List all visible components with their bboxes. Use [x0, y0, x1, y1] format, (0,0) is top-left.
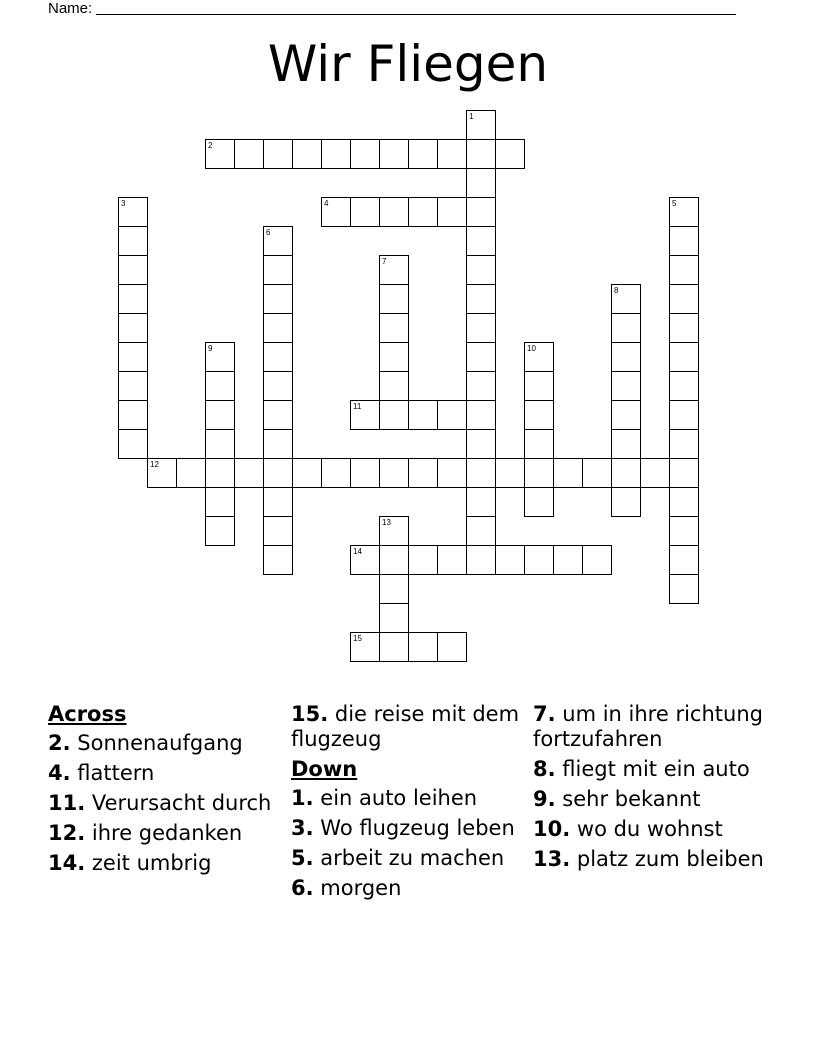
grid-cell[interactable]	[350, 545, 380, 575]
grid-cell[interactable]	[379, 371, 409, 401]
clue-number: 4	[324, 199, 329, 208]
clue-number: 5	[672, 199, 677, 208]
grid-cell[interactable]	[524, 371, 554, 401]
grid-cell[interactable]	[611, 284, 641, 314]
grid-cell[interactable]	[524, 487, 554, 517]
grid-cell[interactable]	[408, 197, 438, 227]
clue-down-10: 10. wo du wohnst	[533, 817, 723, 841]
grid-cell[interactable]	[669, 487, 699, 517]
grid-cell[interactable]	[669, 284, 699, 314]
grid-cell[interactable]	[234, 458, 264, 488]
grid-cell[interactable]	[321, 139, 351, 169]
grid-cell[interactable]	[408, 632, 438, 662]
clues-column-1	[48, 702, 278, 881]
grid-cell[interactable]	[205, 458, 235, 488]
clue-number: 9	[208, 344, 213, 353]
grid-cell[interactable]	[466, 545, 496, 575]
name-label: Name:	[48, 0, 93, 17]
clue-down-1: 1. ein auto leihen	[291, 786, 478, 810]
grid-cell[interactable]	[466, 516, 496, 546]
grid-cell[interactable]	[669, 197, 699, 227]
clues-column-2	[291, 702, 521, 906]
grid-cell[interactable]	[437, 458, 467, 488]
grid-cell[interactable]	[263, 487, 293, 517]
grid-cell[interactable]	[669, 255, 699, 285]
grid-cell[interactable]	[379, 603, 409, 633]
clue-across-12: 12. ihre gedanken	[48, 821, 243, 845]
grid-cell[interactable]	[118, 255, 148, 285]
clue-down-9: 9. sehr bekannt	[533, 787, 701, 811]
clue-down-7: 7. um in ihre richtung fortzufahren	[533, 702, 763, 751]
grid-cell[interactable]	[524, 429, 554, 459]
page-title: Wir Fliegen	[267, 35, 549, 93]
grid-cell[interactable]	[118, 284, 148, 314]
grid-cell[interactable]	[350, 197, 380, 227]
clue-number: 15	[353, 634, 362, 643]
grid-cell[interactable]	[350, 139, 380, 169]
clue-across-11: 11. Verursacht durch	[48, 791, 272, 815]
grid-cell[interactable]	[495, 139, 525, 169]
grid-cell[interactable]	[437, 400, 467, 430]
grid-cell[interactable]	[118, 400, 148, 430]
grid-cell[interactable]	[118, 226, 148, 256]
grid-cell[interactable]	[669, 429, 699, 459]
grid-cell[interactable]	[582, 458, 612, 488]
clue-number: 6	[266, 228, 271, 237]
grid-cell[interactable]	[379, 342, 409, 372]
grid-cell[interactable]	[147, 458, 177, 488]
grid-cell[interactable]	[495, 545, 525, 575]
clue-number: 13	[382, 518, 391, 527]
grid-cell[interactable]	[669, 342, 699, 372]
grid-cell[interactable]	[379, 139, 409, 169]
grid-cell[interactable]	[118, 371, 148, 401]
grid-cell[interactable]	[379, 458, 409, 488]
grid-cell[interactable]	[118, 313, 148, 343]
clue-across-2: 2. Sonnenaufgang	[48, 731, 243, 755]
clue-number: 12	[150, 460, 159, 469]
clue-number: 11	[353, 402, 362, 411]
clue-across-15: 15. die reise mit dem flugzeug	[291, 702, 520, 751]
grid-cell[interactable]	[408, 545, 438, 575]
grid-cell[interactable]	[611, 487, 641, 517]
grid-cell[interactable]	[524, 545, 554, 575]
grid-cell[interactable]	[379, 284, 409, 314]
grid-cell[interactable]	[466, 458, 496, 488]
grid-cell[interactable]	[669, 458, 699, 488]
grid-cell[interactable]	[466, 197, 496, 227]
grid-cell[interactable]	[466, 284, 496, 314]
grid-cell[interactable]	[669, 313, 699, 343]
grid-cell[interactable]	[611, 429, 641, 459]
grid-cell[interactable]	[263, 284, 293, 314]
grid-cell[interactable]	[263, 458, 293, 488]
grid-cell[interactable]	[553, 458, 583, 488]
grid-cell[interactable]	[437, 139, 467, 169]
grid-cell[interactable]	[118, 429, 148, 459]
down-header: Down	[291, 757, 358, 781]
clue-down-8: 8. fliegt mit ein auto	[533, 757, 750, 781]
grid-cell[interactable]	[234, 139, 264, 169]
grid-cell[interactable]	[263, 226, 293, 256]
grid-cell[interactable]	[379, 516, 409, 546]
grid-cell[interactable]	[611, 313, 641, 343]
grid-cell[interactable]	[205, 516, 235, 546]
grid-cell[interactable]	[524, 400, 554, 430]
clue-down-3: 3. Wo flugzeug leben	[291, 816, 515, 840]
grid-cell[interactable]	[495, 458, 525, 488]
grid-cell[interactable]	[437, 545, 467, 575]
grid-cell[interactable]	[263, 255, 293, 285]
grid-cell[interactable]	[611, 458, 641, 488]
grid-cell[interactable]	[408, 139, 438, 169]
grid-cell[interactable]	[263, 342, 293, 372]
grid-cell[interactable]	[524, 458, 554, 488]
grid-cell[interactable]	[466, 139, 496, 169]
across-header: Across	[48, 702, 127, 726]
grid-cell[interactable]	[292, 458, 322, 488]
grid-cell[interactable]	[379, 197, 409, 227]
grid-cell[interactable]	[379, 255, 409, 285]
grid-cell[interactable]	[437, 197, 467, 227]
grid-cell[interactable]	[379, 632, 409, 662]
clue-number: 14	[353, 547, 362, 556]
grid-cell[interactable]	[669, 574, 699, 604]
grid-cell[interactable]	[611, 342, 641, 372]
grid-cell[interactable]	[466, 371, 496, 401]
grid-cell[interactable]	[553, 545, 583, 575]
grid-cell[interactable]	[176, 458, 206, 488]
grid-cell[interactable]	[379, 574, 409, 604]
grid-cell[interactable]	[437, 632, 467, 662]
grid-cell[interactable]	[669, 516, 699, 546]
grid-cell[interactable]	[466, 168, 496, 198]
grid-cell[interactable]	[379, 313, 409, 343]
clue-number: 2	[208, 141, 213, 150]
grid-cell[interactable]	[118, 197, 148, 227]
grid-cell[interactable]	[466, 255, 496, 285]
clue-number: 8	[614, 286, 619, 295]
grid-cell[interactable]	[321, 458, 351, 488]
clue-down-6: 6. morgen	[291, 876, 402, 900]
grid-cell[interactable]	[263, 545, 293, 575]
grid-cell[interactable]	[350, 458, 380, 488]
grid-cell[interactable]	[205, 371, 235, 401]
grid-cell[interactable]	[466, 429, 496, 459]
grid-cell[interactable]	[205, 400, 235, 430]
grid-cell[interactable]	[205, 342, 235, 372]
grid-cell[interactable]	[408, 458, 438, 488]
grid-cell[interactable]	[466, 226, 496, 256]
grid-cell[interactable]	[466, 313, 496, 343]
grid-cell[interactable]	[669, 400, 699, 430]
clue-number: 1	[469, 112, 474, 121]
grid-cell[interactable]	[669, 226, 699, 256]
grid-cell[interactable]	[466, 342, 496, 372]
grid-cell[interactable]	[582, 545, 612, 575]
grid-cell[interactable]	[263, 400, 293, 430]
grid-cell[interactable]	[466, 110, 496, 140]
grid-cell[interactable]	[292, 139, 322, 169]
grid-cell[interactable]	[205, 487, 235, 517]
clues-column-3	[533, 702, 773, 877]
grid-cell[interactable]	[466, 400, 496, 430]
grid-cell[interactable]	[263, 313, 293, 343]
clue-across-14: 14. zeit umbrig	[48, 851, 212, 875]
grid-cell[interactable]	[466, 487, 496, 517]
grid-cell[interactable]	[263, 429, 293, 459]
grid-cell[interactable]	[321, 197, 351, 227]
grid-cell[interactable]	[669, 545, 699, 575]
grid-cell[interactable]	[611, 400, 641, 430]
grid-cell[interactable]	[379, 400, 409, 430]
grid-cell[interactable]	[263, 516, 293, 546]
grid-cell[interactable]	[263, 371, 293, 401]
grid-cell[interactable]	[669, 371, 699, 401]
grid-cell[interactable]	[205, 139, 235, 169]
grid-cell[interactable]	[640, 458, 670, 488]
grid-cell[interactable]	[379, 545, 409, 575]
clue-number: 10	[527, 344, 536, 353]
grid-cell[interactable]	[611, 371, 641, 401]
grid-cell[interactable]	[524, 342, 554, 372]
clue-number: 3	[121, 199, 126, 208]
grid-cell[interactable]	[350, 400, 380, 430]
clue-down-5: 5. arbeit zu machen	[291, 846, 505, 870]
grid-cell[interactable]	[118, 342, 148, 372]
grid-cell[interactable]	[263, 139, 293, 169]
clue-across-4: 4. flattern	[48, 761, 155, 785]
grid-cell[interactable]	[408, 400, 438, 430]
grid-cell[interactable]	[205, 429, 235, 459]
grid-cell[interactable]	[350, 632, 380, 662]
clue-down-13: 13. platz zum bleiben	[533, 847, 764, 871]
clue-number: 7	[382, 257, 387, 266]
